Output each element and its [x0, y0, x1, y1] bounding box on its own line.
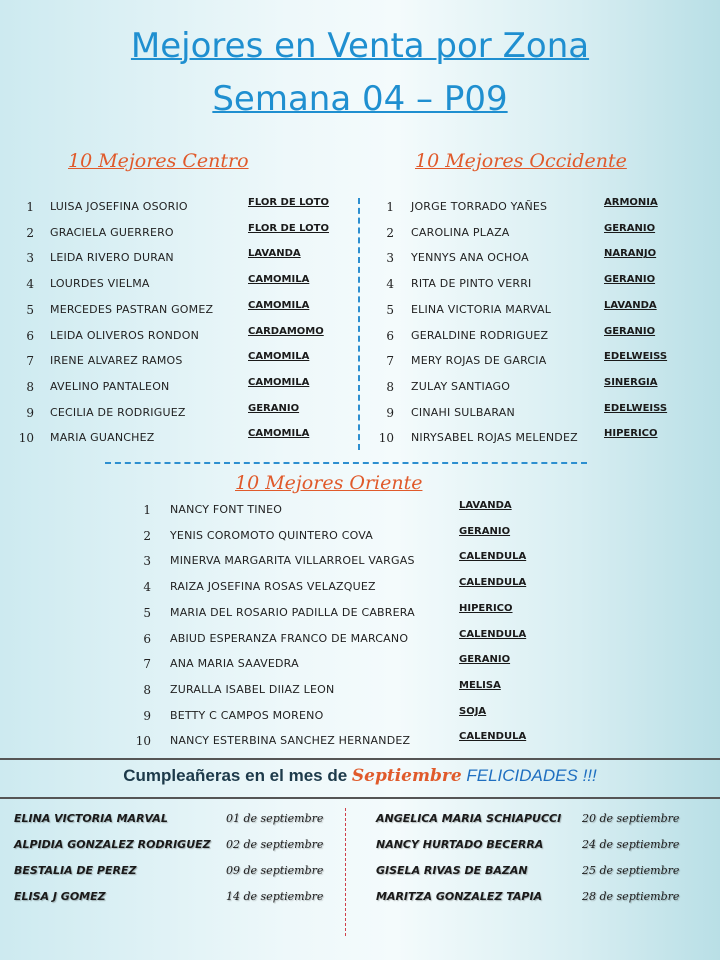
product-name: GERANIO	[248, 402, 300, 414]
seller-name: RAIZA JOSEFINA ROSAS VELAZQUEZ	[170, 580, 376, 594]
rank-number: 4	[26, 277, 34, 292]
product-name: LAVANDA	[604, 299, 657, 311]
product-name: CAMOMILA	[248, 274, 310, 286]
rank-number: 2	[26, 225, 34, 240]
rank-number: 10	[135, 734, 151, 749]
rank-number: 10	[378, 431, 394, 446]
seller-name: MERY ROJAS DE GARCIA	[411, 354, 547, 368]
product-name: CALENDULA	[459, 628, 527, 640]
seller-name: LEIDA OLIVEROS RONDON	[50, 328, 199, 342]
zone-divider-vertical	[358, 198, 360, 450]
seller-name: JORGE TORRADO YAÑES	[411, 200, 548, 213]
birthday-date: 01 de septiembre	[226, 812, 324, 825]
birthday-date: 14 de septiembre	[226, 890, 324, 903]
seller-name: MARIA GUANCHEZ	[50, 431, 155, 445]
seller-name: ELINA VICTORIA MARVAL	[411, 302, 552, 316]
seller-name: GRACIELA GUERRERO	[50, 225, 174, 239]
birthday-date: 09 de septiembre	[226, 864, 324, 877]
rank-number: 3	[26, 251, 34, 266]
birthday-top-rule	[0, 758, 720, 760]
seller-name: MINERVA MARGARITA VILLARROEL VARGAS	[170, 554, 415, 568]
birthday-heading-month: Septiembre	[351, 766, 462, 786]
birthday-name: GISELA RIVAS DE BAZAN	[376, 864, 528, 877]
birthday-bottom-rule	[0, 797, 720, 799]
seller-name: YENNYS ANA OCHOA	[411, 251, 529, 265]
seller-name: NIRYSABEL ROJAS MELENDEZ	[411, 431, 578, 445]
seller-name: ABIUD ESPERANZA FRANCO DE MARCANO	[170, 631, 409, 645]
seller-name: GERALDINE RODRIGUEZ	[411, 328, 549, 342]
seller-name: ZULAY SANTIAGO	[411, 379, 511, 393]
product-name: ARMONIA	[604, 197, 658, 208]
product-name: MELISA	[459, 679, 501, 691]
rank-number: 2	[386, 225, 394, 240]
rank-number: 3	[386, 251, 394, 266]
product-name: CALENDULA	[459, 551, 527, 563]
birthday-date: 24 de septiembre	[582, 838, 680, 851]
rank-number: 4	[386, 277, 394, 292]
occidente-heading: 10 Mejores Occidente	[415, 150, 627, 172]
rank-number: 6	[386, 328, 394, 343]
rank-number: 8	[143, 682, 151, 697]
birthday-name: ANGELICA MARIA SCHIAPUCCI	[376, 812, 562, 825]
seller-name: CAROLINA PLAZA	[411, 225, 510, 239]
seller-name: BETTY C CAMPOS MORENO	[170, 708, 324, 722]
seller-name: LOURDES VIELMA	[50, 277, 150, 291]
product-name: GERANIO	[459, 525, 511, 537]
product-name: LAVANDA	[459, 500, 512, 511]
birthday-date: 28 de septiembre	[582, 890, 680, 903]
seller-name: LEIDA RIVERO DURAN	[50, 251, 174, 265]
product-name: SINERGIA	[604, 376, 658, 388]
product-name: CAMOMILA	[248, 376, 310, 388]
rank-number: 1	[26, 200, 34, 214]
seller-name: CINAHI SULBARAN	[411, 405, 515, 419]
rank-number: 7	[386, 354, 394, 369]
product-name: CAMOMILA	[248, 299, 310, 311]
seller-name: NANCY FONT TINEO	[170, 503, 283, 516]
rank-number: 7	[143, 657, 151, 672]
birthday-name: BESTALIA DE PEREZ	[14, 864, 137, 877]
product-name: FLOR DE LOTO	[248, 222, 329, 234]
page-title: Mejores en Venta por Zona	[130, 26, 590, 66]
zone-divider-horizontal	[105, 462, 587, 464]
seller-name: ANA MARIA SAAVEDRA	[170, 657, 299, 671]
oriente-heading: 10 Mejores Oriente	[235, 472, 423, 494]
product-name: LAVANDA	[248, 248, 301, 260]
birthday-divider	[345, 808, 346, 936]
product-name: GERANIO	[604, 325, 656, 337]
rank-number: 1	[143, 503, 151, 517]
product-name: CALENDULA	[459, 731, 527, 743]
product-name: GERANIO	[459, 654, 511, 666]
rank-number: 3	[143, 554, 151, 569]
seller-name: MERCEDES PASTRAN GOMEZ	[50, 302, 214, 316]
seller-name: AVELINO PANTALEON	[50, 379, 170, 393]
product-name: CALENDULA	[459, 577, 527, 589]
product-name: GERANIO	[604, 222, 656, 234]
seller-name: YENIS COROMOTO QUINTERO COVA	[170, 528, 374, 542]
seller-name: MARIA DEL ROSARIO PADILLA DE CABRERA	[170, 605, 415, 619]
rank-number: 4	[143, 580, 151, 595]
rank-number: 5	[143, 605, 151, 620]
birthday-date: 20 de septiembre	[582, 812, 680, 825]
product-name: SOJA	[459, 705, 487, 717]
product-name: NARANJO	[604, 248, 657, 260]
birthday-name: MARITZA GONZALEZ TAPIA	[376, 890, 543, 903]
product-name: EDELWEISS	[604, 402, 668, 414]
rank-number: 2	[143, 528, 151, 543]
rank-number: 8	[26, 379, 34, 394]
seller-name: LUISA JOSEFINA OSORIO	[50, 200, 188, 213]
rank-number: 9	[143, 708, 151, 723]
page-subtitle: Semana 04 – P09	[212, 79, 508, 119]
birthday-heading	[0, 766, 720, 786]
seller-name: ZURALLA ISABEL DIIAZ LEON	[170, 682, 335, 696]
product-name: CAMOMILA	[248, 428, 310, 440]
birthday-name: ELINA VICTORIA MARVAL	[14, 812, 168, 825]
product-name: EDELWEISS	[604, 351, 668, 363]
product-name: HIPERICO	[604, 428, 658, 440]
product-name: GERANIO	[604, 274, 656, 286]
product-name: FLOR DE LOTO	[248, 197, 329, 208]
rank-number: 9	[26, 405, 34, 420]
rank-number: 5	[26, 302, 34, 317]
birthday-date: 25 de septiembre	[582, 864, 680, 877]
rank-number: 6	[26, 328, 34, 343]
centro-heading: 10 Mejores Centro	[68, 150, 249, 172]
rank-number: 10	[18, 431, 34, 446]
birthday-heading-text: Cumpleañeras en el mes de	[123, 766, 352, 785]
seller-name: NANCY ESTERBINA SANCHEZ HERNANDEZ	[170, 734, 411, 748]
rank-number: 1	[386, 200, 394, 214]
birthday-name: ELISA J GOMEZ	[14, 890, 106, 903]
seller-name: RITA DE PINTO VERRI	[411, 277, 532, 291]
birthday-name: NANCY HURTADO BECERRA	[376, 838, 544, 851]
rank-number: 7	[26, 354, 34, 369]
seller-name: CECILIA DE RODRIGUEZ	[50, 405, 186, 419]
birthday-date: 02 de septiembre	[226, 838, 324, 851]
product-name: HIPERICO	[459, 602, 513, 614]
rank-number: 9	[386, 405, 394, 420]
rank-number: 8	[386, 379, 394, 394]
birthday-name: ALPIDIA GONZALEZ RODRIGUEZ	[14, 838, 211, 851]
seller-name: IRENE ALVAREZ RAMOS	[50, 354, 183, 368]
birthday-heading-congrats: FELICIDADES !!!	[461, 766, 597, 785]
product-name: CARDAMOMO	[248, 325, 324, 337]
product-name: CAMOMILA	[248, 351, 310, 363]
rank-number: 6	[143, 631, 151, 646]
rank-number: 5	[386, 302, 394, 317]
